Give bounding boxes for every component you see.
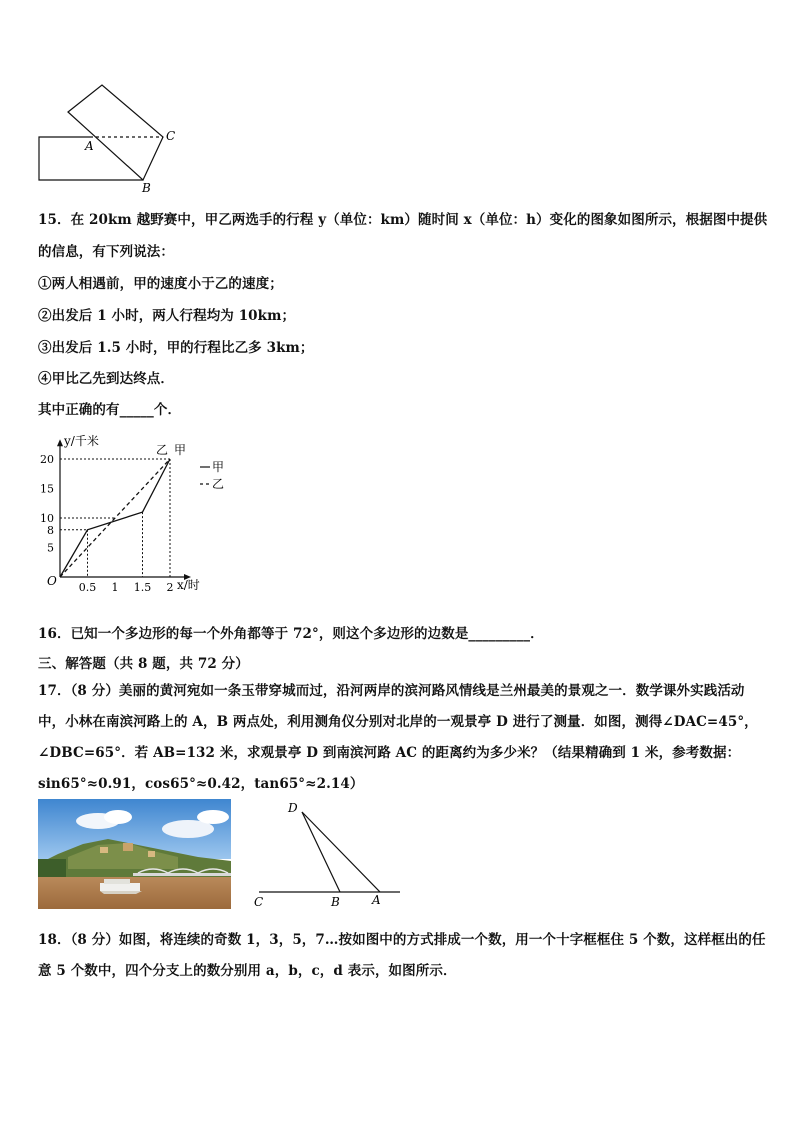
q16-text: 16．已知一个多边形的每一个外角都等于 72°，则这个多边形的边数是_________．	[38, 626, 544, 642]
q15-question: 其中正确的有_____个．	[38, 402, 182, 418]
line-db	[302, 812, 340, 892]
y-tick-label: 8	[47, 523, 54, 537]
river-photo	[38, 799, 231, 909]
distance-time-chart	[30, 425, 240, 600]
x-tick-label: 2	[166, 581, 174, 594]
q17-line2: 中，小林在南滨河路上的 A，B 两点处，利用测角仪分别对北岸的一观景亭 D 进行了测量．如图，测得∠DAC=45°，	[38, 714, 758, 730]
q15-line1: 15．在 20km 越野赛中，甲乙两选手的行程 y（单位：km）随时间 x（单位：h）变化的图象如图所示，根据图中提供	[38, 212, 768, 228]
rectangle-figure	[30, 80, 190, 195]
y-axis-arrow	[57, 439, 63, 446]
legend-label-jia: 甲	[212, 460, 225, 474]
q15-statement-1: ①两人相遇前，甲的速度小于乙的速度；	[38, 276, 283, 292]
q15-statement-4: ④甲比乙先到达终点．	[38, 371, 174, 387]
section-title: 三、解答题（共 8 题，共 72 分）	[38, 656, 249, 672]
q17-line4: sin65°≈0.91，cos65°≈0.42，tan65°≈2.14）	[38, 776, 364, 792]
q18-line2: 意 5 个数中，四个分支上的数分别用 a，b，c，d 表示，如图所示．	[38, 963, 457, 979]
y-tick-label: 20	[40, 453, 54, 466]
label-a: A	[85, 139, 94, 153]
q15-statement-3: ③出发后 1.5 小时，甲的行程比乙多 3km；	[38, 340, 314, 356]
label-c: C	[166, 129, 176, 143]
label-b: B	[331, 895, 340, 909]
x-axis-label: x/时	[177, 578, 200, 592]
y-tick-label: 5	[47, 541, 54, 555]
end-label-yi: 乙	[156, 443, 169, 457]
origin-label: O	[47, 574, 57, 588]
q15-line2: 的信息，有下列说法：	[38, 244, 174, 260]
label-b: B	[142, 181, 151, 195]
y-tick-label: 15	[40, 482, 54, 496]
label-c: C	[254, 895, 264, 909]
y-axis-label: y/千米	[64, 434, 99, 449]
q18-line1: 18．（8 分）如图，将连续的奇数 1，3，5，7…按如图中的方式排成一个数，用一个十字框框住 5 个数，这样框出的任	[38, 932, 766, 948]
q17-line1: 17．（8 分）美丽的黄河宛如一条玉带穿城而过，沿河两岸的滨河路风情线是兰州最美的景观之一．数学课外实践活动	[38, 683, 745, 699]
tilted-rectangle	[68, 85, 163, 180]
label-d: D	[288, 801, 298, 815]
end-label-jia: 甲	[174, 443, 187, 457]
x-tick-label: 1	[111, 581, 119, 594]
x-tick-label: 1.5	[133, 581, 152, 594]
y-tick-label: 10	[40, 512, 54, 525]
legend-label-yi: 乙	[212, 477, 225, 491]
line-da	[302, 812, 380, 892]
x-tick-label: 0.5	[78, 581, 97, 594]
triangle-figure	[250, 798, 410, 910]
q17-line3: ∠DBC=65°．若 AB=132 米，求观景亭 D 到南滨河路 AC 的距离约为多少米？（结果精确到 1 米，参考数据：	[38, 745, 741, 761]
q15-statement-2: ②出发后 1 小时，两人行程均为 10km；	[38, 308, 296, 324]
label-a: A	[372, 893, 381, 907]
